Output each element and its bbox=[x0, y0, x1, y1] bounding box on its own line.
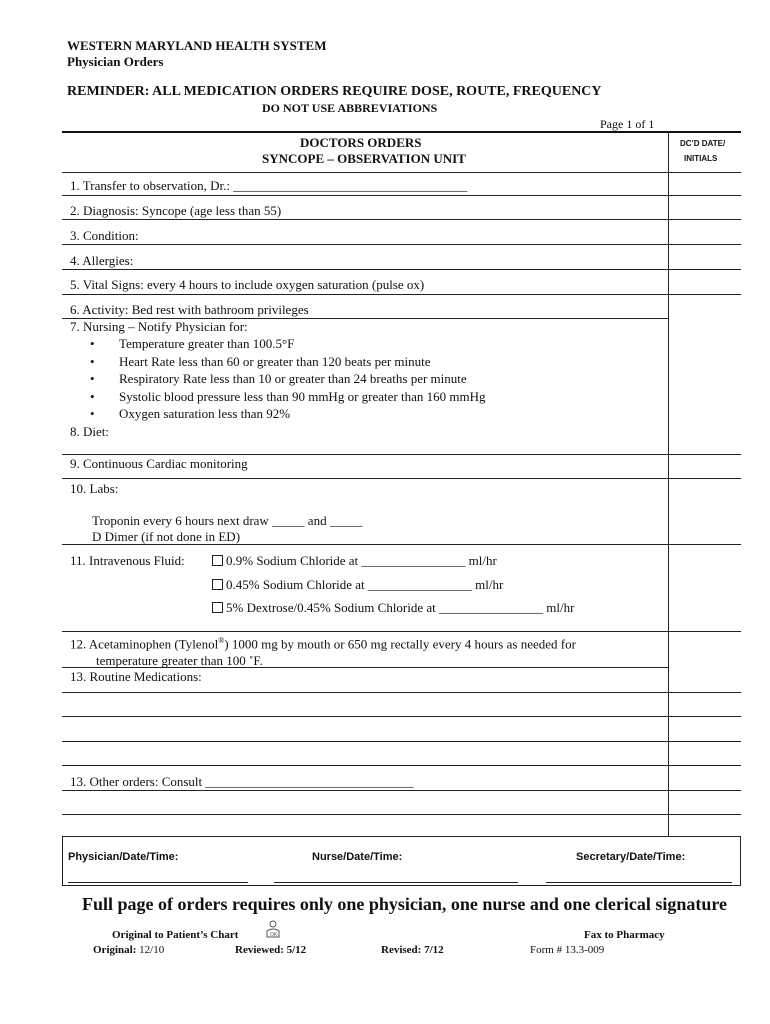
notify-blood-pressure: Systolic blood pressure less than 90 mmHg or greater than 160 mmHg bbox=[119, 389, 486, 404]
nurse-signature-line[interactable] bbox=[274, 882, 518, 883]
order-8: 8. Diet: bbox=[70, 424, 109, 439]
table-title-2: SYNCOPE – OBSERVATION UNIT bbox=[262, 151, 466, 166]
row-rule bbox=[62, 741, 741, 742]
form-subtitle: Physician Orders bbox=[67, 54, 164, 69]
notify-temperature: Temperature greater than 100.5°F bbox=[119, 336, 295, 351]
row-rule bbox=[62, 269, 741, 270]
dcd-date-header: DC’D DATE/ bbox=[680, 139, 726, 148]
fax-logo-icon bbox=[262, 919, 284, 941]
notify-heart-rate: Heart Rate less than 60 or greater than 120 beats per minute bbox=[119, 354, 431, 369]
row-rule bbox=[62, 631, 741, 632]
physician-signature-label: Physician/Date/Time: bbox=[68, 851, 179, 863]
secretary-signature-label: Secretary/Date/Time: bbox=[576, 851, 686, 863]
order-5: 5. Vital Signs: every 4 hours to include oxygen saturation (pulse ox) bbox=[70, 277, 425, 292]
original-date-value: 12/10 bbox=[136, 944, 165, 956]
row-rule bbox=[62, 195, 741, 196]
order-1: 1. Transfer to observation, Dr.: ____________________________________ bbox=[70, 178, 468, 193]
table-top-rule bbox=[62, 131, 741, 133]
form-number: Form # 13.3-009 bbox=[530, 944, 605, 956]
order-2: 2. Diagnosis: Syncope (age less than 55) bbox=[70, 203, 282, 218]
order-12-text-b: ) 1000 mg by mouth or 650 mg rectally every 4 hours as needed for bbox=[224, 636, 576, 652]
row-rule bbox=[62, 294, 741, 295]
reviewed-date: Reviewed: 5/12 bbox=[235, 944, 307, 956]
checkbox[interactable] bbox=[212, 555, 223, 566]
order-13-other: 13. Other orders: Consult ________________________________ bbox=[70, 774, 414, 789]
checkbox[interactable] bbox=[212, 579, 223, 590]
row-rule bbox=[62, 790, 741, 791]
row-rule bbox=[62, 692, 741, 693]
registered-mark: ® bbox=[218, 636, 225, 645]
row-rule bbox=[62, 544, 741, 545]
header-rule bbox=[62, 172, 741, 173]
row-rule bbox=[62, 814, 741, 815]
nurse-signature-label: Nurse/Date/Time: bbox=[312, 851, 403, 863]
order-4: 4. Allergies: bbox=[70, 253, 134, 268]
order-12-continued: temperature greater than 100 ˚F. bbox=[96, 653, 263, 668]
original-to-chart: Original to Patient’s Chart bbox=[112, 929, 239, 941]
row-rule bbox=[62, 765, 741, 766]
row-rule bbox=[62, 667, 668, 668]
order-12 bbox=[70, 636, 576, 652]
initials-header: INITIALS bbox=[684, 154, 718, 163]
row-rule bbox=[62, 716, 741, 717]
order-12-text-a: 12. Acetaminophen (Tylenol bbox=[70, 636, 219, 652]
bullet-item: • bbox=[90, 406, 95, 421]
reminder: REMINDER: ALL MEDICATION ORDERS REQUIRE DOSE, ROUTE, FREQUENCY bbox=[67, 84, 602, 99]
org-name: WESTERN MARYLAND HEALTH SYSTEM bbox=[67, 38, 327, 53]
checkbox[interactable] bbox=[212, 602, 223, 613]
revised-date: Revised: 7/12 bbox=[381, 944, 444, 956]
bullet-item: • bbox=[90, 336, 95, 351]
page-number: Page 1 of 1 bbox=[600, 117, 655, 131]
fax-to-pharmacy: Fax to Pharmacy bbox=[584, 929, 665, 941]
iv-option-3-label: 5% Dextrose/0.45% Sodium Chloride at ________________ ml/hr bbox=[226, 600, 575, 615]
order-7: 7. Nursing – Notify Physician for: bbox=[70, 319, 248, 334]
row-rule bbox=[62, 478, 741, 479]
notify-respiratory-rate: Respiratory Rate less than 10 or greater than 24 breaths per minute bbox=[119, 371, 467, 386]
physician-signature-line[interactable] bbox=[68, 882, 248, 883]
row-rule bbox=[62, 244, 741, 245]
bullet-item: • bbox=[90, 371, 95, 386]
iv-option-1[interactable] bbox=[212, 553, 497, 569]
order-9: 9. Continuous Cardiac monitoring bbox=[70, 456, 248, 471]
table-title-1: DOCTORS ORDERS bbox=[300, 135, 422, 150]
original-label: Original: bbox=[93, 944, 137, 956]
table-column-divider bbox=[668, 132, 669, 836]
row-rule bbox=[62, 454, 741, 455]
bullet-item: • bbox=[90, 389, 95, 404]
iv-option-2[interactable] bbox=[212, 577, 503, 593]
signature-notice: Full page of orders requires only one physician, one nurse and one clerical signature bbox=[82, 894, 728, 914]
row-rule bbox=[62, 219, 741, 220]
no-abbreviations: DO NOT USE ABBREVIATIONS bbox=[262, 101, 438, 115]
order-6: 6. Activity: Bed rest with bathroom privileges bbox=[70, 302, 309, 317]
secretary-signature-line[interactable] bbox=[546, 882, 732, 883]
iv-option-2-label: 0.45% Sodium Chloride at ________________ ml/hr bbox=[226, 577, 504, 592]
logo-text: OK bbox=[270, 932, 278, 938]
d-dimer: D Dimer (if not done in ED) bbox=[92, 529, 241, 544]
iv-option-1-label: 0.9% Sodium Chloride at ________________ ml/hr bbox=[226, 553, 497, 568]
original-date bbox=[93, 944, 164, 956]
iv-option-3[interactable] bbox=[212, 600, 574, 616]
troponin: Troponin every 6 hours next draw _____ and _____ bbox=[92, 513, 363, 528]
order-13: 13. Routine Medications: bbox=[70, 669, 202, 684]
order-10: 10. Labs: bbox=[70, 481, 119, 496]
order-3: 3. Condition: bbox=[70, 228, 139, 243]
bullet-item: • bbox=[90, 354, 95, 369]
order-11: 11. Intravenous Fluid: bbox=[70, 553, 185, 568]
notify-oxygen: Oxygen saturation less than 92% bbox=[119, 406, 291, 421]
